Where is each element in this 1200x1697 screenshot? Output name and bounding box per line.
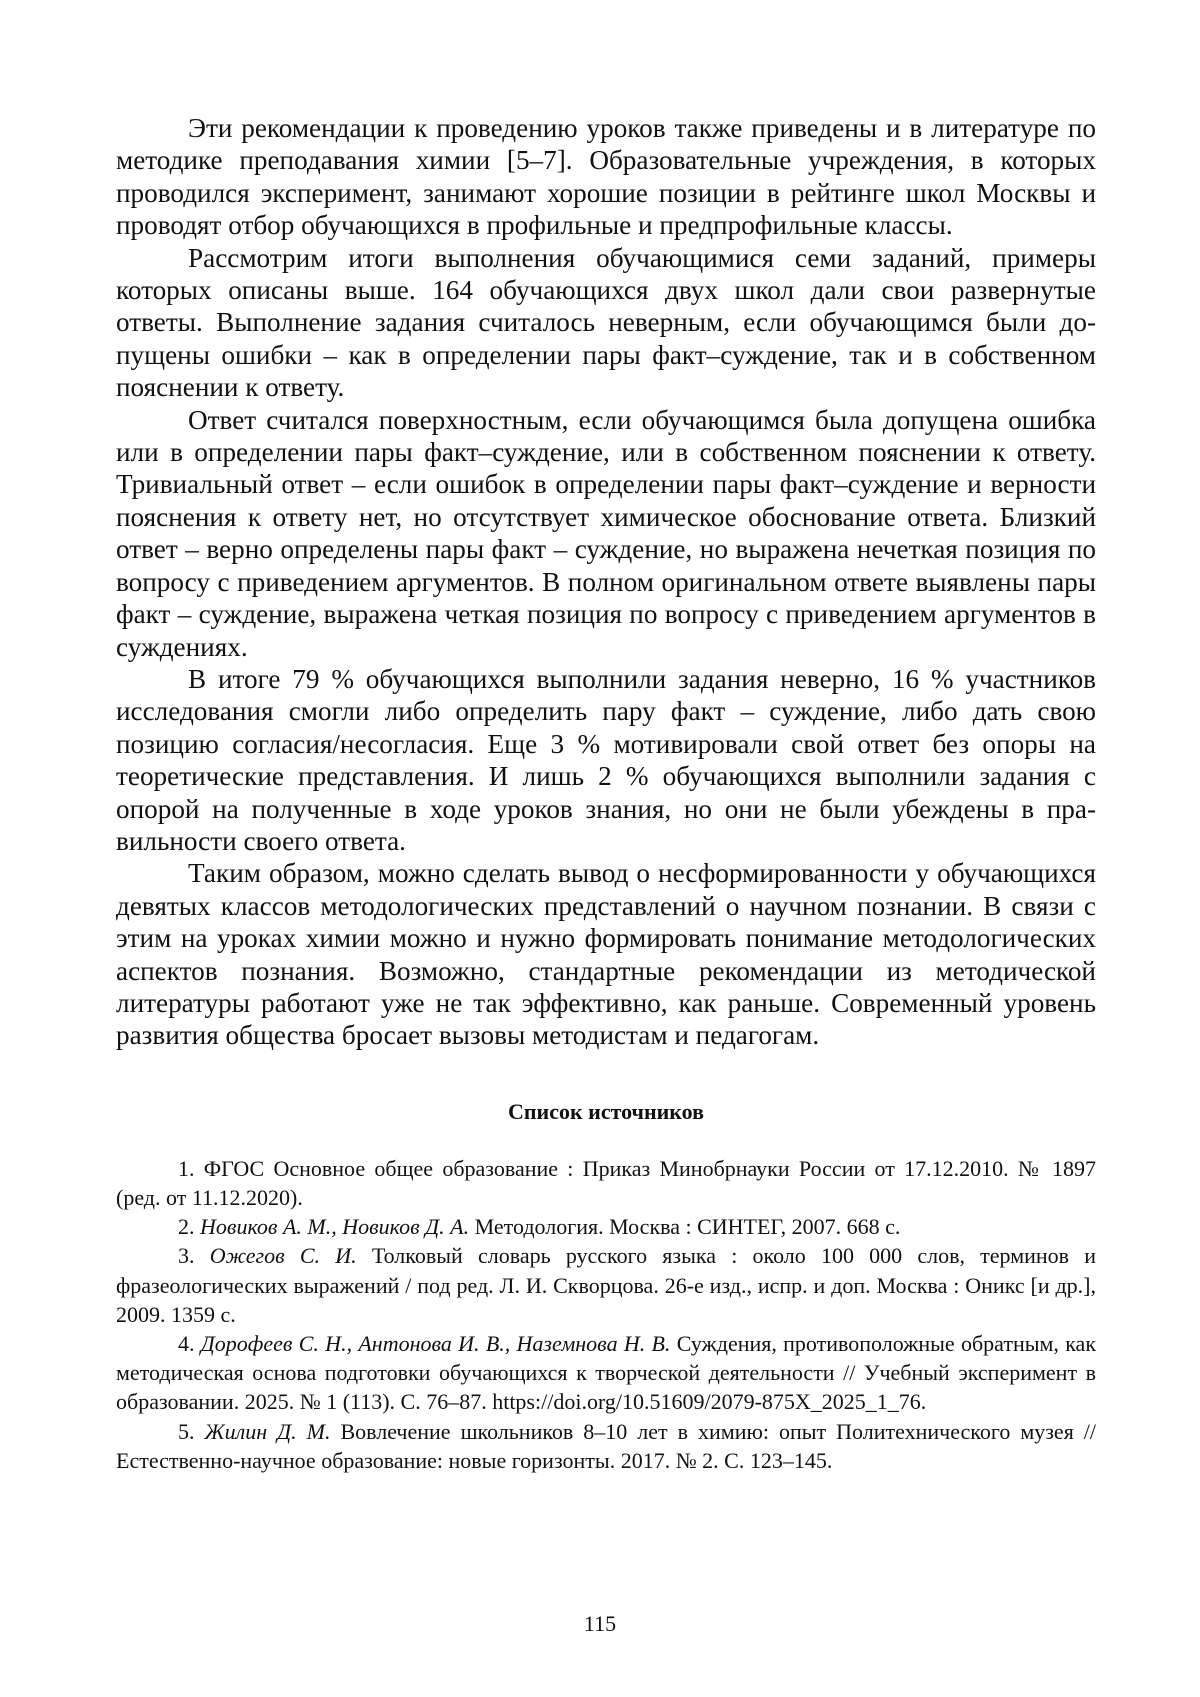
reference-authors: Дорофеев С. Н., Антонова И. В., Наземнова Н. В. (200, 1331, 671, 1356)
reference-number: 4. (178, 1331, 195, 1356)
reference-text: Суждения, противоположные обратным, как методическая основа подготовки обучающихся к творческой деятельности // Учебный эксперимент в образовании. 2025. № 1 (113). С. 76–87. https://doi.org/10.51609/2079-875X_2025_1_76. (116, 1331, 1097, 1415)
page-number: 115 (583, 1611, 617, 1636)
reference-number: 1. (178, 1155, 195, 1181)
reference-number: 2. (178, 1214, 195, 1240)
paragraph: Рассмотрим итоги выполнения обучающимися семи заданий, примеры которых описаны выше. 164 обучающихся двух школ дали свои развернутые ответы. Выполнение задания считалось неверным, если обучающимся были допущены ошибки – как в определении пары факт–суждение, так и в собственном пояснении к ответу. (116, 242, 1096, 403)
reference-text: Вовлечение школьников 8–10 лет в химию: опыт Политехнического музея // Естественно-научное образование: новые горизонты. 2017. № 2. С. 123–145. (116, 1418, 1097, 1473)
reference-item (116, 1417, 1096, 1475)
reference-authors: Новиков А. М., Новиков Д. А. (200, 1214, 470, 1240)
reference-text: Толковый словарь русского языка : около 100 000 слов, терминов и фразеологических выражений / под ред. Л. И. Скворцова. 26-е изд., испр. и доп. Москва : Оникс [и др.], 2009. 1359 с. (116, 1243, 1097, 1327)
body-text (116, 112, 1096, 1052)
paragraph: Таким образом, можно сделать вывод о несформированности у обучающихся девятых классов методологических представлений о научном познании. В связи с этим на уроках химии можно и нужно формировать понимание методологических аспектов познания. Возможно, стандартные рекомендации из методической литературы работают уже не так эффективно, как раньше. Современный уровень развития общества бросает вызовы методистам и педагогам. (116, 858, 1096, 1051)
reference-item (116, 1329, 1096, 1417)
paragraph: Эти рекомендации к проведению уроков также приведены и в литературе по методике преподавания химии [5–7]. Образовательные учреждения, в которых проводился эксперимент, занимают хорошие позиции в рейтинге школ Москвы и проводят отбор обучающихся в профильные и предпрофильные классы. (116, 113, 1096, 241)
reference-text: Методология. Москва : СИНТЕГ, 2007. 668 с. (474, 1214, 901, 1240)
reference-authors: Ожегов С. И. (209, 1243, 357, 1269)
reference-item (116, 1212, 1096, 1241)
paragraph: Ответ считался поверхностным, если обучающимся была допущена ошибка или в определении пары факт–суждение, или в собственном пояснении к ответу. Тривиальный ответ – если ошибок в определении пары факт–суждение и верности пояснения к ответу нет, но отсутствует химическое обоснование ответа. Близкий ответ – верно определены пары факт – суждение, но выражена нечеткая позиция по вопросу с приведением аргументов. В полном оригинальном ответе выявлены пары факт – суждение, выражена четкая позиция по вопросу с приведением аргументов в суждениях. (116, 404, 1096, 662)
references-title: Список источников (507, 1098, 705, 1124)
reference-text: ФГОС Основное общее образование : Приказ Минобрнауки России от 17.12.2010. № 1897 (ред. от 11.12.2020). (116, 1155, 1096, 1210)
page-content (116, 112, 1096, 1475)
reference-item (116, 1241, 1096, 1329)
paragraph: В итоге 79 % обучающихся выполнили задания неверно, 16 % участников исследования смогли либо определить пару факт – суждение, либо дать свою позицию согласия/несогласия. Еще 3 % мотивировали свой ответ без опоры на теоретические представления. И лишь 2 % обучающихся выполнили задания с опорой на полученные в ходе уроков знания, но они не были убеждены в правильности своего ответа. (116, 663, 1096, 856)
reference-item (116, 1154, 1096, 1212)
reference-number: 5. (178, 1418, 195, 1444)
reference-number: 3. (178, 1243, 195, 1269)
reference-authors: Жилин Д. М. (204, 1418, 331, 1444)
references-list (116, 1154, 1096, 1475)
